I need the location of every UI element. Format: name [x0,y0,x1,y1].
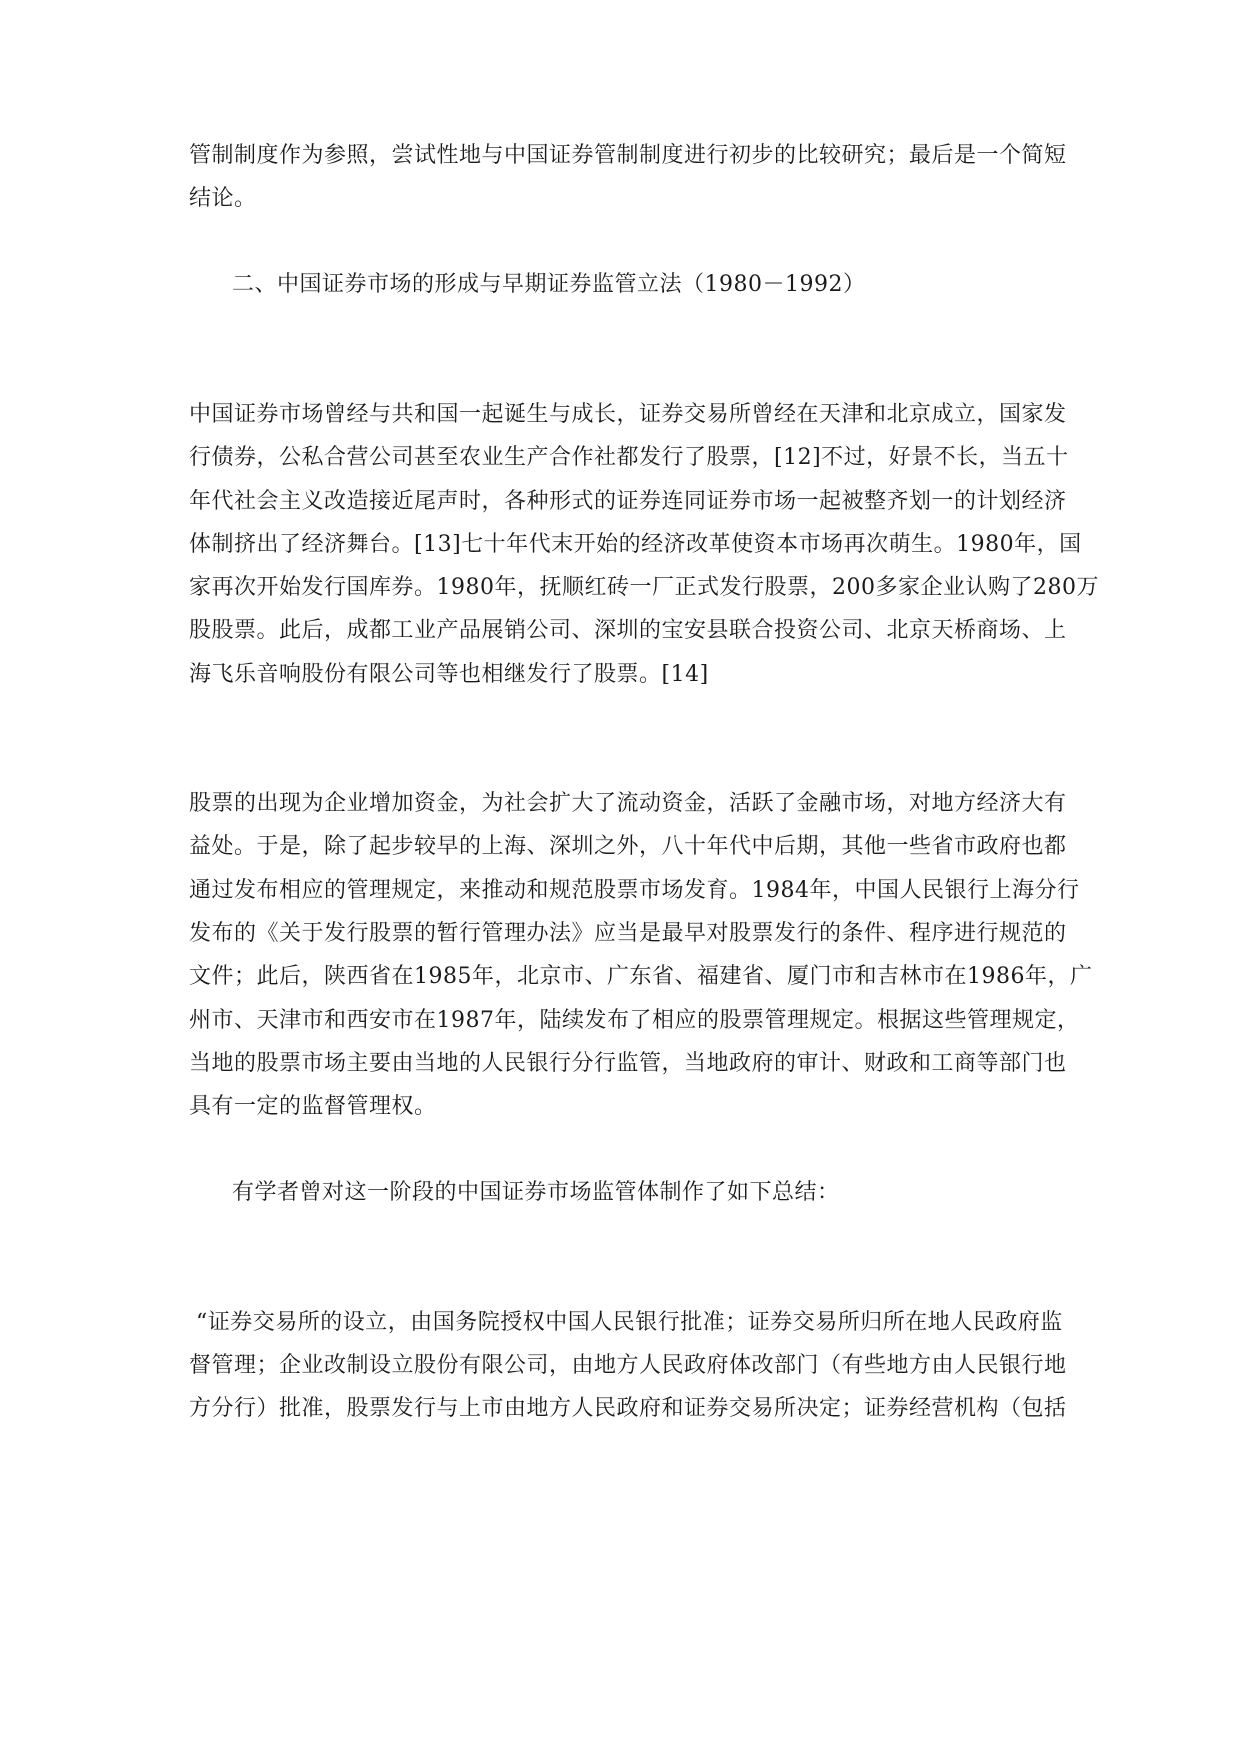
intro-line-1: 管制制度作为参照，尝试性地与中国证券管制制度进行初步的比较研究；最后是一个简短 [189,143,1067,168]
paragraph-2-line-7: 当地的股票市场主要由当地的人民银行分行监管，当地政府的审计、财政和工商等部门也 [189,1051,1067,1076]
paragraph-2-line-4: 发布的《关于发行股票的暂行管理办法》应当是最早对股票发行的条件、程序进行规范的 [189,921,1067,946]
quote-line-1: “证券交易所的设立，由国务院授权中国人民银行批准；证券交易所归所在地人民政府监 [196,1310,1063,1335]
paragraph-1-line-3: 年代社会主义改造接近尾声时，各种形式的证券连同证券市场一起被整齐划一的计划经济 [189,489,1067,514]
section-heading: 二、中国证券市场的形成与早期证券监管立法（1980－1992） [232,272,866,297]
paragraph-1-line-4: 体制挤出了经济舞台。[13]七十年代末开始的经济改革使资本市场再次萌生。1980年，国 [189,532,1082,557]
paragraph-2-line-5: 文件；此后，陕西省在1985年，北京市、广东省、福建省、厦门市和吉林市在1986年，广 [189,964,1093,989]
paragraph-2-line-6: 州市、天津市和西安市在1987年，陆续发布了相应的股票管理规定。根据这些管理规定， [189,1008,1080,1033]
intro-line-2: 结论。 [189,186,257,211]
paragraph-2-line-2: 益处。于是，除了起步较早的上海、深圳之外，八十年代中后期，其他一些省市政府也都 [189,834,1067,859]
quote-line-3: 方分行）批准，股票发行与上市由地方人民政府和证券交易所决定；证券经营机构（包括 [189,1396,1067,1421]
paragraph-1-line-6: 股股票。此后，成都工业产品展销公司、深圳的宝安县联合投资公司、北京天桥商场、上 [189,618,1067,643]
paragraph-3: 有学者曾对这一阶段的中国证券市场监管体制作了如下总结： [232,1180,840,1205]
paragraph-2-line-8: 具有一定的监督管理权。 [189,1094,437,1119]
paragraph-2-line-1: 股票的出现为企业增加资金，为社会扩大了流动资金，活跃了金融市场，对地方经济大有 [189,791,1067,816]
paragraph-1-line-1: 中国证券市场曾经与共和国一起诞生与成长，证券交易所曾经在天津和北京成立，国家发 [189,402,1067,427]
paragraph-1-line-5: 家再次开始发行国库券。1980年，抚顺红砖一厂正式发行股票，200多家企业认购了280万 [189,575,1099,600]
paragraph-1-line-7: 海飞乐音响股份有限公司等也相继发行了股票。[14] [189,662,709,687]
quote-line-2: 督管理；企业改制设立股份有限公司，由地方人民政府体改部门（有些地方由人民银行地 [189,1353,1067,1378]
paragraph-1-line-2: 行债券，公私合营公司甚至农业生产合作社都发行了股票，[12]不过，好景不长，当五十 [189,445,1069,470]
paragraph-2-line-3: 通过发布相应的管理规定，来推动和规范股票市场发育。1984年，中国人民银行上海分行 [189,878,1080,903]
